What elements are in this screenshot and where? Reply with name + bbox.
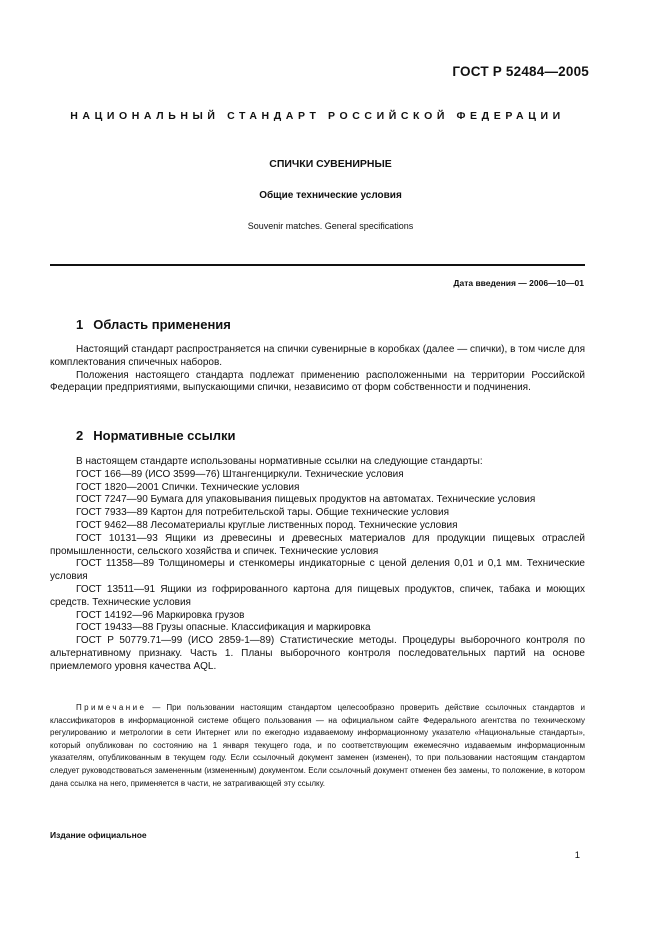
section-heading-normative-references — [76, 428, 245, 443]
note-text: — При пользовании настоящим стандартом целесообразно проверить действие ссылочных стандартов и классификаторов в информационной системе общего пользования — на официальном сайте Федерального агентства по техническому регулированию и метрологии в сети Интернет или по ежегодно издаваемому информационному указателю «Национальные стандарты», который опубликован по состоянию на 1 января текущего года, и по соответствующим ежемесячно издаваемым информационным указателям, опубликованным в текущем году. Если ссылочный документ заменен (изменен), то при пользовании настоящим стандартом следует руководствоваться замененным (измененным) документом. Если ссылочный документ отменен без замены, то положение, в котором дана ссылка на него, применяется в части, не затрагивающей эту ссылку. — [50, 703, 585, 788]
section-number: 1 — [76, 317, 84, 332]
reference-item: ГОСТ 9462—88 Лесоматериалы круглые лиственных пород. Технические условия — [76, 519, 458, 531]
reference-item: ГОСТ 11358—89 Толщиномеры и стенкомеры индикаторные с ценой деления 0,01 и 0,1 мм. Технические условия — [50, 558, 585, 583]
section-heading-scope — [76, 317, 241, 332]
section-title: Область применения — [93, 317, 231, 332]
reference-item: ГОСТ 19433—88 Грузы опасные. Классификация и маркировка — [76, 622, 371, 634]
note — [50, 702, 585, 790]
reference-item: ГОСТ Р 50779.71—99 (ИСО 2859-1—89) Статистические методы. Процедуры выборочного контроля по альтернативному признаку. Часть 1. Планы выборочного контроля последовательных партий на основе приемлемого уровня качества AQL. — [50, 635, 585, 672]
document-title-english: Souvenir matches. General specifications — [247, 221, 414, 231]
reference-item: ГОСТ 14192—96 Маркировка грузов — [76, 609, 245, 621]
reference-item: ГОСТ 7933—89 Картон для потребительской тары. Общие технические условия — [76, 507, 449, 519]
reference-item: ГОСТ 1820—2001 Спички. Технические условия — [76, 481, 300, 493]
paragraph: Положения настоящего стандарта подлежат применению расположенными на территории Российской Федерации предприятиями, выпускающими спички, независимо от форм собственности и подчинения. — [50, 369, 585, 394]
references-intro: В настоящем стандарте использованы нормативные ссылки на следующие стандарты: — [76, 456, 483, 467]
reference-item: ГОСТ 166—89 (ИСО 3599—76) Штангенциркули. Технические условия — [76, 468, 404, 480]
horizontal-divider — [50, 264, 585, 266]
document-subtitle: Общие технические условия — [259, 190, 402, 201]
reference-item: ГОСТ 10131—93 Ящики из древесины и древесных материалов для продукции пищевых отраслей промышленности, сельского хозяйства и спичек. Технические условия — [50, 532, 585, 557]
paragraph: Настоящий стандарт распространяется на спички сувенирные в коробках (далее — спички), в том числе для комплектования спичечных наборов. — [50, 344, 585, 368]
document-title: СПИЧКИ СУВЕНИРНЫЕ — [269, 158, 392, 170]
section-number: 2 — [76, 428, 84, 443]
section-title: Нормативные ссылки — [93, 428, 236, 443]
reference-item: ГОСТ 7247—90 Бумага для упаковывания пищевых продуктов на автоматах. Технические условия — [76, 494, 536, 506]
national-standard-banner: НАЦИОНАЛЬНЫЙ СТАНДАРТ РОССИЙСКОЙ ФЕДЕРАЦИИ — [70, 110, 565, 122]
introduction-date: Дата введения — 2006—10—01 — [453, 278, 584, 288]
note-label: Примечание — [76, 703, 147, 712]
reference-item: ГОСТ 13511—91 Ящики из гофрированного картона для пищевых продуктов, спичек, табака и моющих средств. Технические условия — [50, 583, 585, 608]
normative-references-list — [50, 456, 585, 674]
section-scope-body — [50, 344, 585, 395]
official-edition-label: Издание официальное — [50, 830, 147, 840]
document-number: ГОСТ Р 52484—2005 — [452, 64, 589, 79]
page-number: 1 — [574, 850, 580, 861]
